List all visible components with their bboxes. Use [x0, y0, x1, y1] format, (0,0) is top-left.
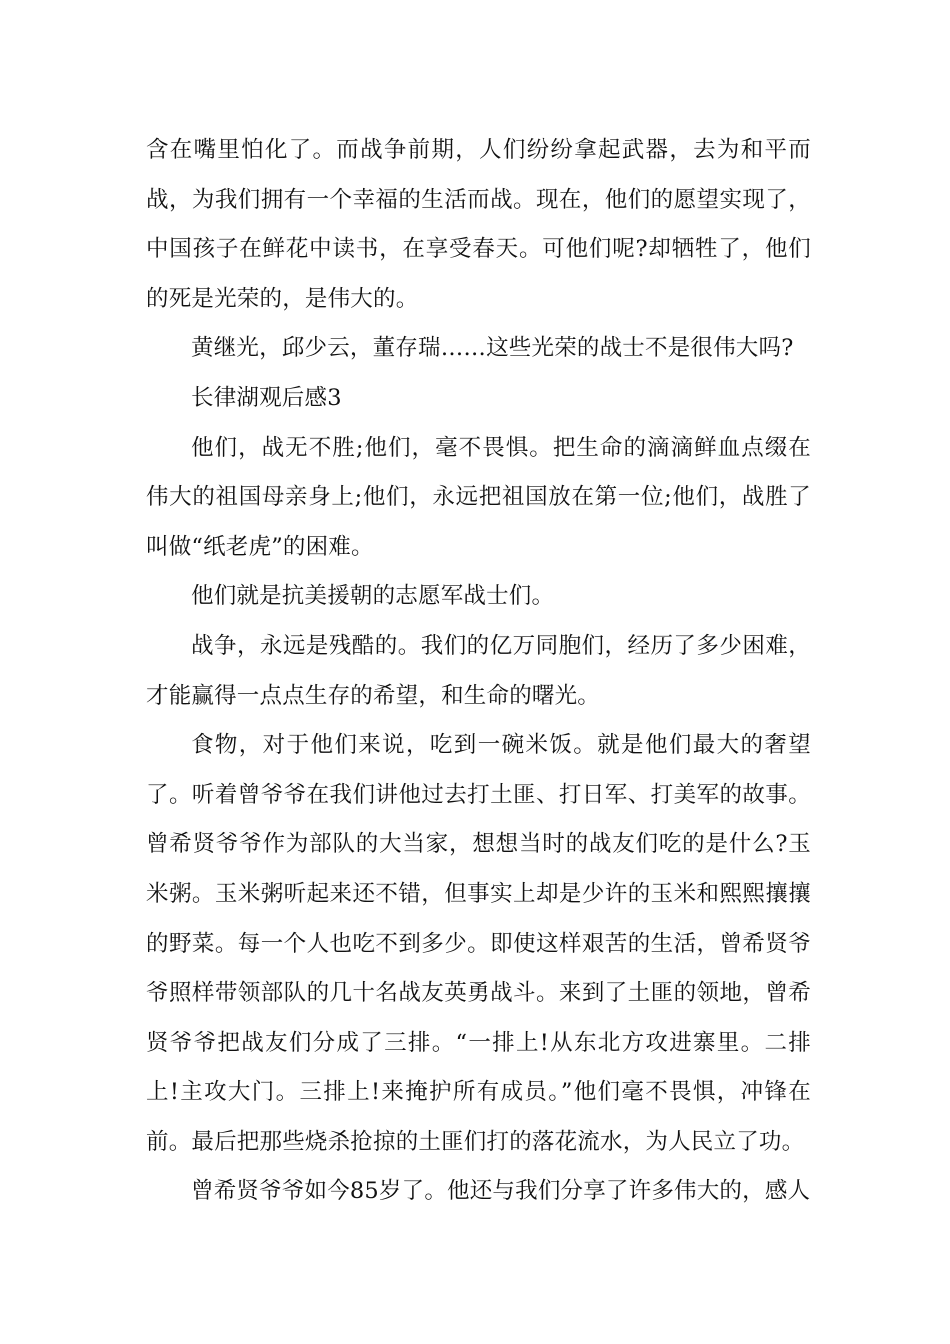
paragraph-fearless: 他们，战无不胜;他们，毫不畏惧。把生命的滴滴鲜血点缀在伟大的祖国母亲身上;他们，永远把祖国放在第一位;他们，战胜了叫做“纸老虎”的困难。	[146, 434, 811, 560]
paragraph-volunteers: 他们就是抗美援朝的志愿军战士们。	[191, 583, 555, 610]
paragraph-continuation: 含在嘴里怕化了。而战争前期，人们纷纷拿起武器，去为和平而战，为我们拥有一个幸福的生活而战。现在，他们的愿望实现了，中国孩子在鲜花中读书，在享受春天。可他们呢?却牺牲了，他们的死是光荣的，是伟大的。	[146, 137, 811, 312]
document-body	[146, 126, 811, 1217]
paragraph-food-story: 食物，对于他们来说，吃到一碗米饭。就是他们最大的奢望了。听着曾爷爷在我们讲他过去打土匪、打日军、打美军的故事。曾希贤爷爷作为部队的大当家，想想当时的战友们吃的是什么?玉米粥。玉米粥听起来还不错，但事实上却是少许的玉米和熙熙攘攘的野菜。每一个人也吃不到多少。即使这样艰苦的生活，曾希贤爷爷照样带领部队的几十名战友英勇战斗。来到了土匪的领地，曾希贤爷爷把战友们分成了三排。“一排上!从东北方攻进寨里。二排上!主攻大门。三排上!来掩护所有成员。”他们毫不畏惧，冲锋在前。最后把那些烧杀抢掠的土匪们打的落花流水，为人民立了功。	[146, 732, 811, 1155]
paragraph-war-cruel: 战争，永远是残酷的。我们的亿万同胞们，经历了多少困难，才能赢得一点点生存的希望，和生命的曙光。	[146, 632, 811, 709]
paragraph-heroes: 黄继光，邱少云，董存瑞……这些光荣的战士不是很伟大吗?	[191, 335, 794, 362]
paragraph-grandpa-age: 曾希贤爷爷如今85岁了。他还与我们分享了许多伟大的，感人	[191, 1178, 811, 1205]
section-heading: 长律湖观后感3	[191, 384, 342, 411]
